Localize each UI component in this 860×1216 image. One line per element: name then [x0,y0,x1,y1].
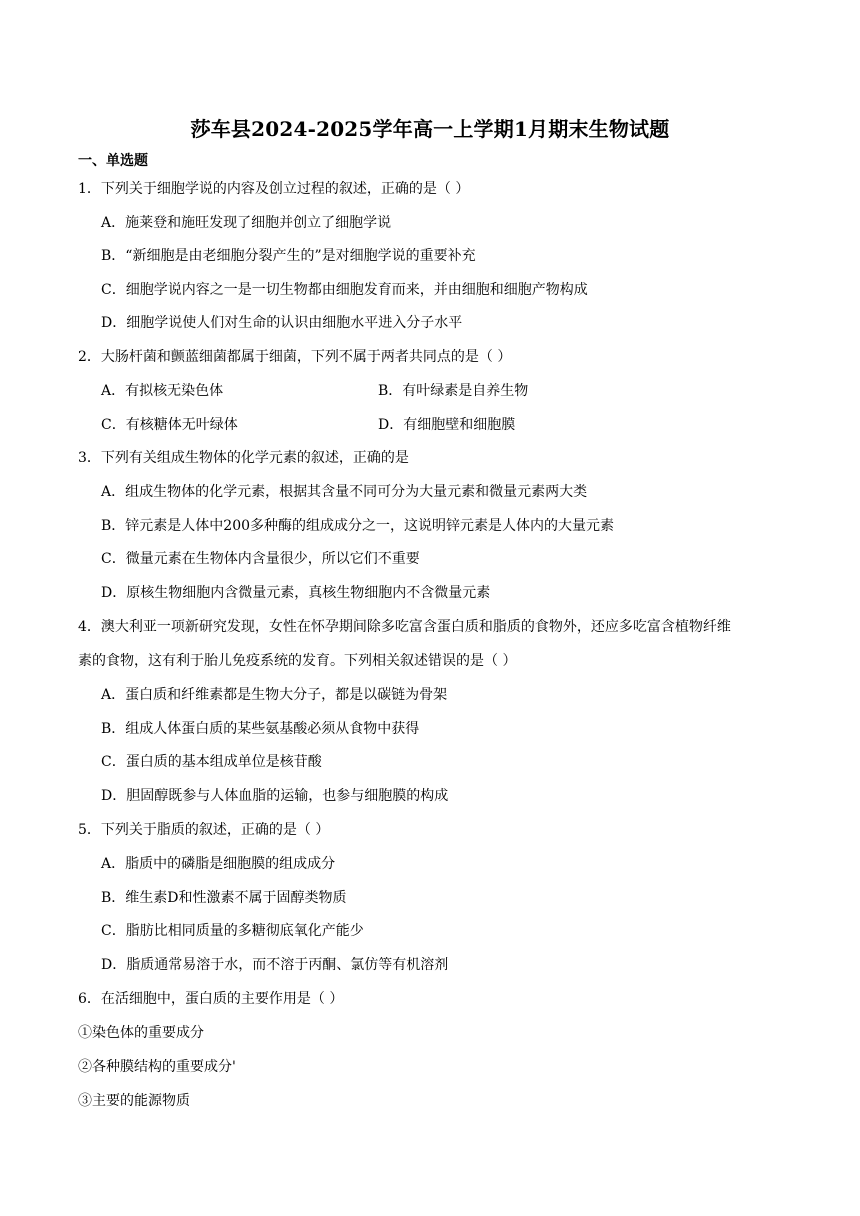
question-6-item-2: ②各种膜结构的重要成分' [78,1059,236,1075]
question-3-option-b: B．锌元素是人体中200多种酶的组成成分之一，这说明锌元素是人体内的大量元素 [101,518,615,534]
question-1-option-b: B．“新细胞是由老细胞分裂产生的”是对细胞学说的重要补充 [101,248,476,264]
question-4-option-c: C．蛋白质的基本组成单位是核苷酸 [101,754,322,770]
question-3-option-a: A．组成生物体的化学元素，根据其含量不同可分为大量元素和微量元素两大类 [101,484,588,500]
question-4-stem-line-1: 4．澳大利亚一项新研究发现，女性在怀孕期间除多吃富含蛋白质和脂质的食物外，还应多吃富含植物纤维 [78,619,731,635]
question-3-stem: 3．下列有关组成生物体的化学元素的叙述，正确的是 [78,450,409,466]
page-title: 莎车县2024-2025学年高一上学期1月期末生物试题 [190,117,670,141]
question-6-stem: 6．在活细胞中，蛋白质的主要作用是（ ） [78,991,344,1007]
question-4-option-a: A．蛋白质和纤维素都是生物大分子，都是以碳链为骨架 [101,687,448,703]
question-5-option-d: D．脂质通常易溶于水，而不溶于丙酮、氯仿等有机溶剂 [101,957,449,973]
question-6-item-1: ①染色体的重要成分 [78,1025,204,1041]
question-5-option-b: B．维生素D和性激素不属于固醇类物质 [101,890,347,906]
question-2-option-d: D．有细胞壁和细胞膜 [378,417,516,433]
question-1-option-c: C．细胞学说内容之一是一切生物都由细胞发育而来，并由细胞和细胞产物构成 [101,282,588,298]
question-5-option-a: A．脂质中的磷脂是细胞膜的组成成分 [101,856,336,872]
question-2-option-c: C．有核糖体无叶绿体 [101,417,238,433]
question-5-option-c: C．脂肪比相同质量的多糖彻底氧化产能少 [101,923,364,939]
question-2-option-a: A．有拟核无染色体 [101,383,224,399]
question-3-option-d: D．原核生物细胞内含微量元素，真核生物细胞内不含微量元素 [101,585,491,601]
question-4-stem-line-2: 素的食物，这有利于胎儿免疫系统的发育。下列相关叙述错误的是（ ） [78,653,517,669]
question-5-stem: 5．下列关于脂质的叙述，正确的是（ ） [78,822,330,838]
question-1-stem: 1．下列关于细胞学说的内容及创立过程的叙述，正确的是（ ） [78,181,470,197]
question-1-option-a: A．施莱登和施旺发现了细胞并创立了细胞学说 [101,215,392,231]
question-2-option-b: B．有叶绿素是自养生物 [378,383,529,399]
section-heading: 一、单选题 [78,153,148,169]
question-1-option-d: D．细胞学说使人们对生命的认识由细胞水平进入分子水平 [101,315,463,331]
question-4-option-d: D．胆固醇既参与人体血脂的运输，也参与细胞膜的构成 [101,788,449,804]
question-3-option-c: C．微量元素在生物体内含量很少，所以它们不重要 [101,551,420,567]
question-2-stem: 2．大肠杆菌和颤蓝细菌都属于细菌，下列不属于两者共同点的是（ ） [78,349,512,365]
question-6-item-3: ③主要的能源物质 [78,1093,190,1109]
question-4-option-b: B．组成人体蛋白质的某些氨基酸必须从食物中获得 [101,721,420,737]
